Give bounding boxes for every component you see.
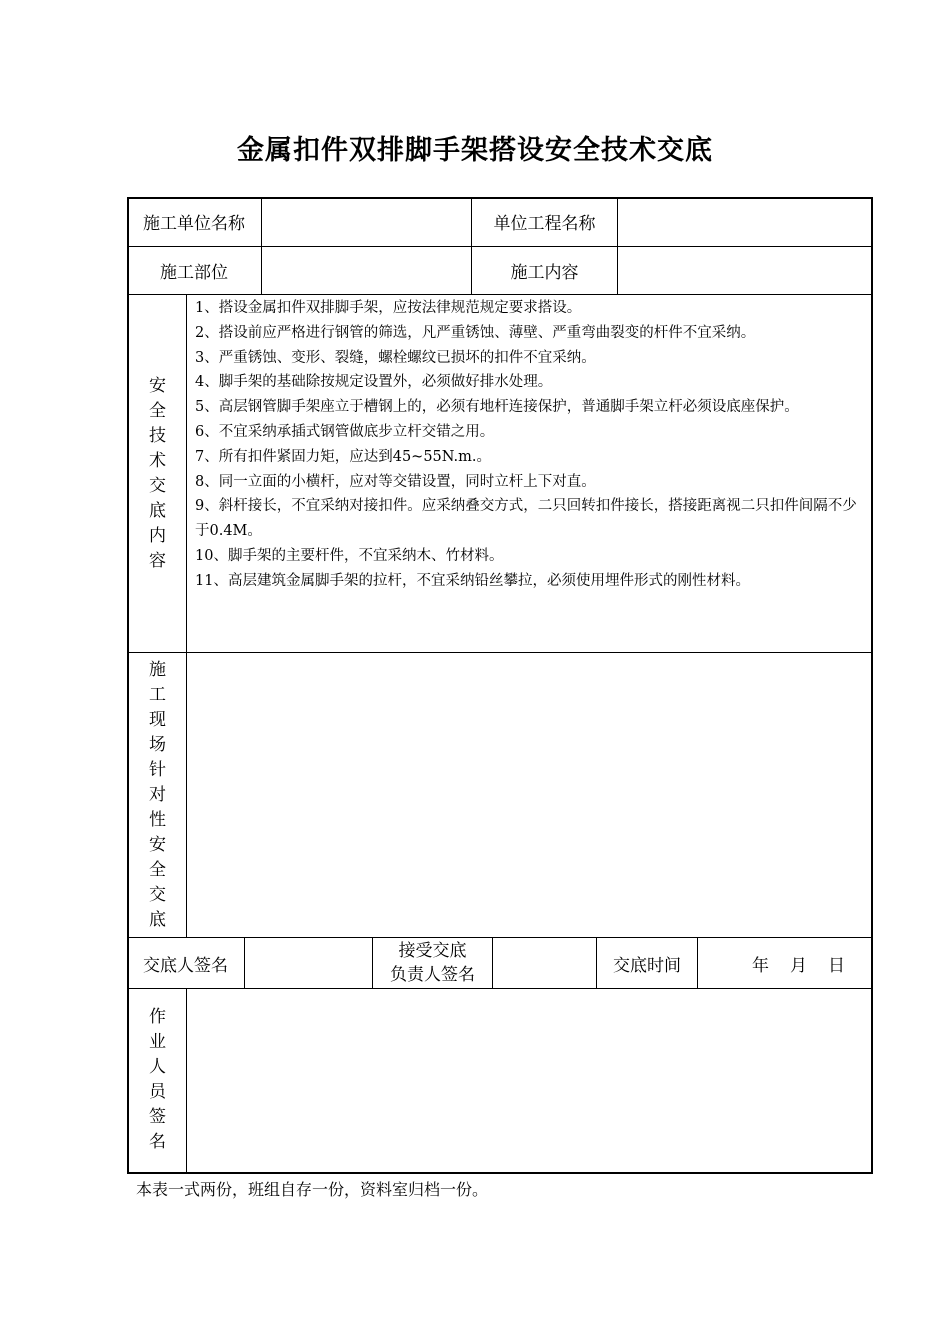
site-section-field[interactable] xyxy=(187,653,873,937)
giver-signature-field[interactable] xyxy=(245,938,372,988)
construction-unit-label: 施工单位名称 xyxy=(143,214,245,234)
divider xyxy=(127,294,873,295)
workers-section-label xyxy=(129,995,186,1170)
location-field[interactable] xyxy=(262,247,471,294)
location-label: 施工部位 xyxy=(160,263,228,283)
list-item: 7、所有扣件紧固力矩，应达到45~55N.m.。 xyxy=(195,448,492,465)
workers-signature-field[interactable] xyxy=(187,989,873,1174)
project-name-label: 单位工程名称 xyxy=(493,214,596,234)
list-item: 8、同一立面的小横杆，应对等交错设置，同时立杆上下对直。 xyxy=(195,473,596,490)
list-item: 9、斜杆接长，不宜采纳对接扣件。应采纳叠交方式，二只回转扣件接长，搭接距离视二只扣件间隔不少于0.4M。 xyxy=(195,498,857,540)
workers-section-label-text: 作业人员签名 xyxy=(149,1007,166,1152)
footnote: 本表一式两份，班组自存一份，资料室归档一份。 xyxy=(136,1180,489,1199)
list-item: 10、脚手架的主要杆件，不宜采纳木、竹材料。 xyxy=(195,547,504,564)
safety-items-list xyxy=(195,296,865,594)
receiver-signature-field[interactable] xyxy=(493,938,596,988)
list-item: 6、不宜采纳承插式钢管做底步立杆交错之用。 xyxy=(195,423,495,440)
list-item: 3、严重锈蚀、变形、裂缝，螺栓螺纹已损坏的扣件不宜采纳。 xyxy=(195,349,596,366)
site-section-label-text: 施工现场针对性安全交底 xyxy=(149,659,166,930)
safety-section-label xyxy=(129,295,186,652)
project-name-field[interactable] xyxy=(618,197,873,246)
date-field[interactable]: 年 月 日 xyxy=(752,955,847,976)
document-title: 金属扣件双排脚手架搭设安全技术交底 xyxy=(237,135,713,166)
list-item: 1、搭设金属扣件双排脚手架，应按法律规范规定要求搭设。 xyxy=(195,300,582,316)
giver-signature-label: 交底人签名 xyxy=(143,955,228,976)
receiver-signature-label xyxy=(373,938,492,988)
content-field[interactable] xyxy=(618,247,873,294)
time-label: 交底时间 xyxy=(613,955,681,976)
list-item: 5、高层钢管脚手架座立于槽钢上的，必须有地杆连接保护，普通脚手架立杆必须设底座保护。 xyxy=(195,399,799,416)
content-label: 施工内容 xyxy=(510,263,579,283)
receiver-label-line1: 接受交底 xyxy=(398,941,467,961)
list-item: 11、高层建筑金属脚手架的拉杆，不宜采纳铅丝攀拉，必须使用埋件形式的刚性材料。 xyxy=(195,572,750,589)
site-section-label xyxy=(129,655,186,935)
list-item: 4、脚手架的基础除按规定设置外，必须做好排水处理。 xyxy=(195,374,553,391)
list-item: 2、搭设前应严格进行钢管的筛选，凡严重锈蚀、薄壁、严重弯曲裂变的杆件不宜采纳。 xyxy=(195,324,756,341)
safety-section-label-text: 安全技术交底内容 xyxy=(149,375,166,571)
receiver-label-line2: 负责人签名 xyxy=(390,965,475,985)
construction-unit-field[interactable] xyxy=(262,197,471,246)
